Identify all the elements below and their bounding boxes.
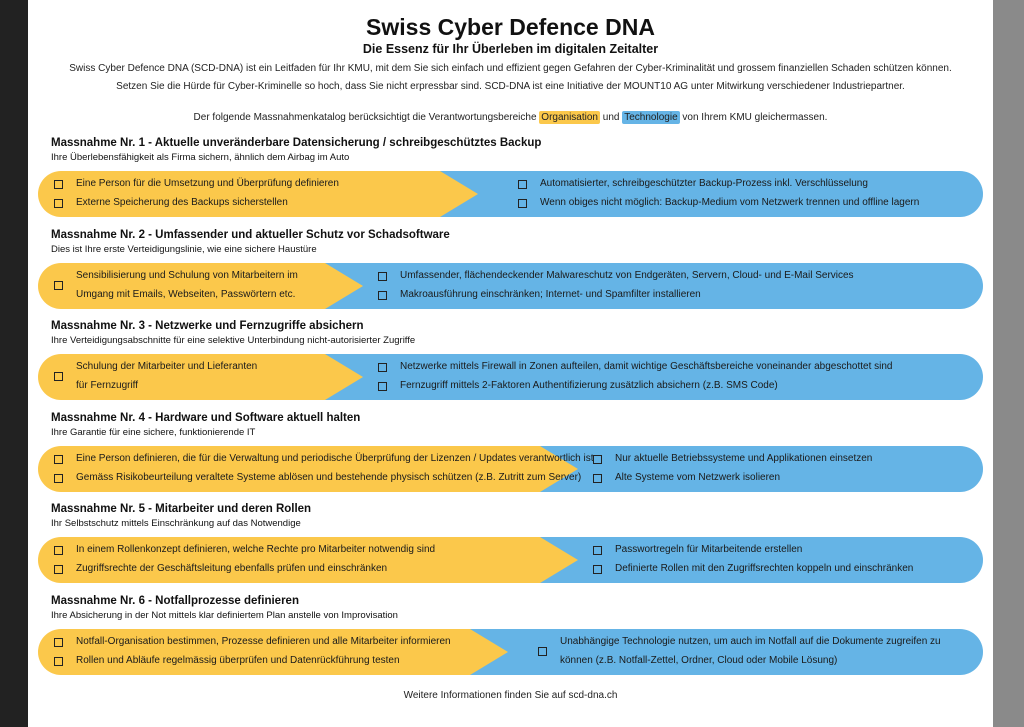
technologie-checkbox[interactable] bbox=[593, 565, 602, 574]
technologie-item: Definierte Rollen mit den Zugriffsrechten koppeln und einschränken bbox=[615, 563, 914, 574]
technologie-checkbox[interactable] bbox=[378, 272, 387, 281]
footer-info: Weitere Informationen finden Sie auf scd-dna.ch bbox=[403, 690, 618, 701]
technologie-item: Wenn obiges nicht möglich: Backup-Medium vom Netzwerk trennen und offline lagern bbox=[540, 197, 920, 208]
measure-3-band bbox=[38, 354, 983, 400]
technologie-item: Umfassender, flächendeckender Malwareschutz von Endgeräten, Servern, Cloud- und E-Mail Services bbox=[400, 270, 854, 281]
technologie-checkbox[interactable] bbox=[518, 180, 527, 189]
measure-2-subheading: Dies ist Ihre erste Verteidigungslinie, wie eine sichere Haustüre bbox=[51, 244, 317, 255]
organisation-item: Umgang mit Emails, Webseiten, Passwörtern etc. bbox=[76, 289, 296, 300]
organisation-checkbox[interactable] bbox=[54, 281, 63, 290]
technologie-checkbox[interactable] bbox=[518, 199, 527, 208]
technologie-item: Makroausführung einschränken; Internet- und Spamfilter installieren bbox=[400, 289, 701, 300]
measure-1-band bbox=[38, 171, 983, 217]
organisation-item: Notfall-Organisation bestimmen, Prozesse definieren und alle Mitarbeiter informieren bbox=[76, 636, 451, 647]
organisation-item: Gemäss Risikobeurteilung veraltete Systeme ablösen und bestehende physisch schützen (z.B. Zutritt zum Server) bbox=[76, 472, 582, 483]
organisation-highlight: Organisation bbox=[541, 112, 598, 123]
note-text-before: Der folgende Massnahmenkatalog berücksichtigt die Verantwortungsbereiche bbox=[193, 112, 537, 123]
organisation-checkbox[interactable] bbox=[54, 546, 63, 555]
document-subtitle: Die Essenz für Ihr Überleben im digitalen Zeitalter bbox=[362, 42, 659, 56]
measure-2-band bbox=[38, 263, 983, 309]
responsibility-note bbox=[28, 112, 993, 123]
measure-1-heading: Massnahme Nr. 1 - Aktuelle unveränderbare Datensicherung / schreibgeschütztes Backup bbox=[51, 137, 542, 149]
intro-line-1: Swiss Cyber Defence DNA (SCD-DNA) ist ein Leitfaden für Ihr KMU, mit dem Sie sich einfach und effizient gegen Gefahren der Cyber-Kriminalität und grossem finanziellen Schaden schützen können. bbox=[69, 63, 952, 74]
technologie-checkbox[interactable] bbox=[593, 455, 602, 464]
measure-3-subheading: Ihre Verteidigungsabschnitte für eine selektive Unterbindung nicht-autorisierter Zugriffe bbox=[51, 335, 416, 346]
technologie-checkbox[interactable] bbox=[538, 647, 547, 656]
measure-5-band bbox=[38, 537, 983, 583]
organisation-checkbox[interactable] bbox=[54, 474, 63, 483]
note-text-und: und bbox=[602, 112, 620, 123]
organisation-checkbox[interactable] bbox=[54, 565, 63, 574]
measure-5-subheading: Ihr Selbstschutz mittels Einschränkung auf das Notwendige bbox=[51, 518, 301, 529]
technologie-highlight: Technologie bbox=[624, 112, 678, 123]
organisation-item: Zugriffsrechte der Geschäftsleitung ebenfalls prüfen und einschränken bbox=[76, 563, 388, 574]
organisation-checkbox[interactable] bbox=[54, 372, 63, 381]
organisation-item: Eine Person für die Umsetzung und Überprüfung definieren bbox=[76, 178, 339, 189]
organisation-item: Sensibilisierung und Schulung von Mitarbeitern im bbox=[76, 270, 298, 281]
technologie-checkbox[interactable] bbox=[378, 363, 387, 372]
grey-border-right bbox=[993, 0, 1024, 727]
organisation-checkbox[interactable] bbox=[54, 657, 63, 666]
organisation-item: In einem Rollenkonzept definieren, welche Rechte pro Mitarbeiter notwendig sind bbox=[76, 544, 436, 555]
measure-6-band bbox=[38, 629, 983, 675]
organisation-item: für Fernzugriff bbox=[76, 380, 139, 391]
technologie-item: Fernzugriff mittels 2-Faktoren Authentifizierung zusätzlich absichern (z.B. SMS Code) bbox=[400, 380, 778, 391]
measure-6-subheading: Ihre Absicherung in der Not mittels klar definiertem Plan anstelle von Improvisation bbox=[51, 610, 398, 621]
organisation-item: Rollen und Abläufe regelmässig überprüfen und Datenrückführung testen bbox=[76, 655, 400, 666]
technologie-item: Netzwerke mittels Firewall in Zonen aufteilen, damit wichtige Geschäftsbereiche voneinander abgeschottet sind bbox=[400, 361, 893, 372]
organisation-item: Externe Speicherung des Backups sicherstellen bbox=[76, 197, 288, 208]
dark-border-left bbox=[0, 0, 28, 727]
organisation-checkbox[interactable] bbox=[54, 199, 63, 208]
measure-5-heading: Massnahme Nr. 5 - Mitarbeiter und deren Rollen bbox=[51, 503, 312, 515]
technologie-item: Nur aktuelle Betriebssysteme und Applikationen einsetzen bbox=[615, 453, 873, 464]
intro-line-2: Setzen Sie die Hürde für Cyber-Kriminelle so hoch, dass Sie nicht erpressbar sind. SCD-DNA ist eine Initiative der MOUNT10 AG unter Mitwirkung verschiedener Industriepartner. bbox=[116, 81, 905, 92]
technologie-checkbox[interactable] bbox=[378, 382, 387, 391]
organisation-checkbox[interactable] bbox=[54, 455, 63, 464]
measure-4-band bbox=[38, 446, 983, 492]
organisation-item: Schulung der Mitarbeiter und Lieferanten bbox=[76, 361, 258, 372]
technologie-item: Alte Systeme vom Netzwerk isolieren bbox=[615, 472, 781, 483]
note-text-after: von Ihrem KMU gleichermassen. bbox=[682, 112, 828, 123]
technologie-checkbox[interactable] bbox=[378, 291, 387, 300]
organisation-checkbox[interactable] bbox=[54, 180, 63, 189]
organisation-checkbox[interactable] bbox=[54, 638, 63, 647]
technologie-item: Passwortregeln für Mitarbeitende erstellen bbox=[615, 544, 803, 555]
measure-2-heading: Massnahme Nr. 2 - Umfassender und aktueller Schutz vor Schadsoftware bbox=[51, 229, 450, 241]
intro-paragraph bbox=[58, 60, 963, 96]
technologie-item: Unabhängige Technologie nutzen, um auch im Notfall auf die Dokumente zugreifen zu bbox=[560, 636, 941, 647]
technologie-checkbox[interactable] bbox=[593, 546, 602, 555]
technologie-item: Automatisierter, schreibgeschützter Backup-Prozess inkl. Verschlüsselung bbox=[540, 178, 868, 189]
measure-1-subheading: Ihre Überlebensfähigkeit als Firma sichern, ähnlich dem Airbag im Auto bbox=[51, 152, 350, 163]
technologie-item: können (z.B. Notfall-Zettel, Ordner, Cloud oder Mobile Lösung) bbox=[560, 655, 838, 666]
technologie-checkbox[interactable] bbox=[593, 474, 602, 483]
measure-4-heading: Massnahme Nr. 4 - Hardware und Software aktuell halten bbox=[51, 412, 361, 424]
document-title: Swiss Cyber Defence DNA bbox=[366, 14, 655, 40]
document-page bbox=[28, 0, 993, 727]
measure-6-heading: Massnahme Nr. 6 - Notfallprozesse definieren bbox=[51, 595, 299, 607]
measure-3-heading: Massnahme Nr. 3 - Netzwerke und Fernzugriffe absichern bbox=[51, 320, 364, 332]
organisation-item: Eine Person definieren, die für die Verwaltung und periodische Überprüfung der Lizenzen / Updates verantwortlich ist bbox=[76, 453, 594, 464]
measure-4-subheading: Ihre Garantie für eine sichere, funktionierende IT bbox=[51, 427, 256, 438]
